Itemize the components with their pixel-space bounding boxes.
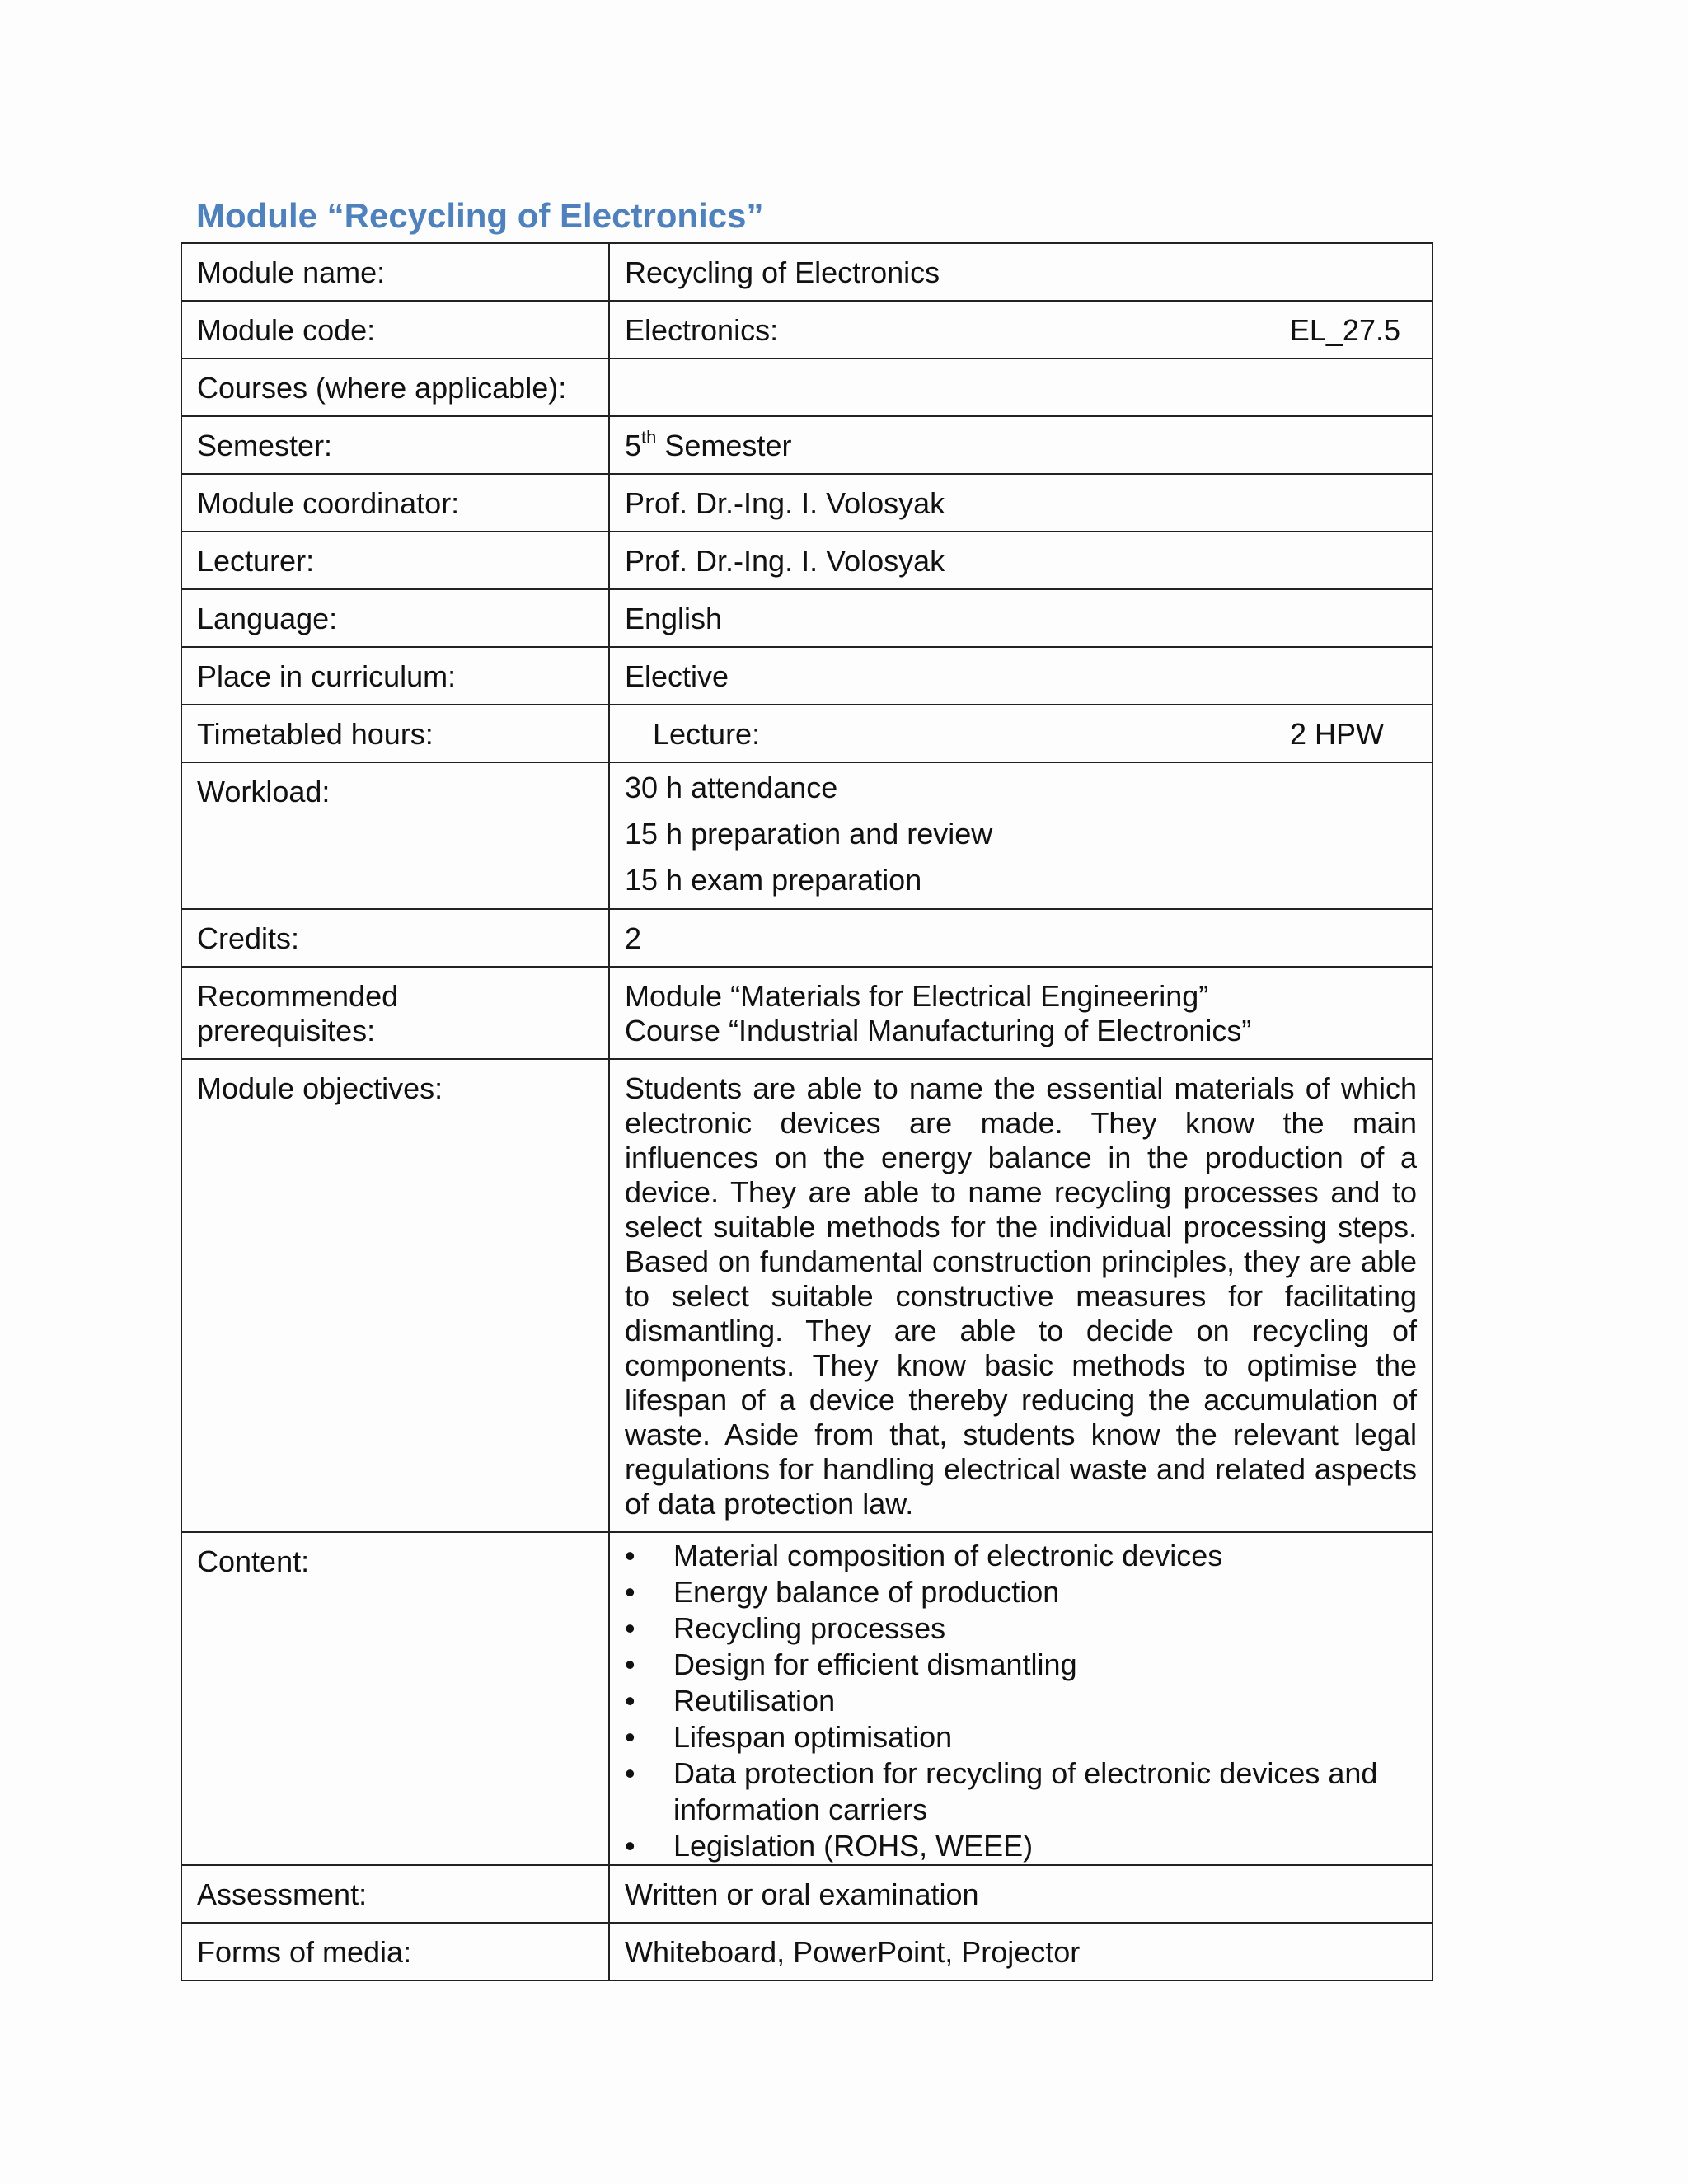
row-label: Forms of media: — [181, 1923, 609, 1980]
module-code-value — [625, 313, 1417, 348]
row-label: Language: — [181, 589, 609, 647]
list-item-text: Data protection for recycling of electronic devices and information carriers — [673, 1756, 1378, 1826]
list-item — [625, 1755, 1417, 1828]
list-item — [625, 1610, 1417, 1647]
table-row — [181, 301, 1432, 359]
table-row — [181, 1532, 1432, 1865]
bullet-icon: • — [625, 1720, 635, 1754]
table-row — [181, 416, 1432, 474]
row-label: Assessment: — [181, 1865, 609, 1923]
table-row — [181, 589, 1432, 647]
row-value: Written or oral examination — [609, 1865, 1432, 1923]
semester-number: 5 — [625, 429, 642, 462]
table-row — [181, 474, 1432, 532]
workload-line: 15 h preparation and review — [625, 817, 993, 851]
module-table — [181, 242, 1433, 1981]
semester-suffix: th — [641, 427, 657, 448]
list-item — [625, 1574, 1417, 1610]
row-label — [181, 967, 609, 1059]
table-row — [181, 532, 1432, 589]
row-value: English — [609, 589, 1432, 647]
list-item — [625, 1719, 1417, 1755]
row-value — [609, 705, 1432, 762]
prerequisite-line: Module “Materials for Electrical Engineering” — [625, 979, 1209, 1013]
list-item-text: Energy balance of production — [673, 1575, 1060, 1609]
row-label: Lecturer: — [181, 532, 609, 589]
row-label: Module code: — [181, 301, 609, 359]
row-label: Semester: — [181, 416, 609, 474]
module-code-program: Electronics: — [625, 313, 779, 347]
table-row — [181, 967, 1432, 1059]
row-label: Courses (where applicable): — [181, 359, 609, 416]
row-label: Workload: — [181, 762, 609, 909]
list-item-text: Lifespan optimisation — [673, 1720, 953, 1754]
row-value — [609, 762, 1432, 909]
table-row — [181, 705, 1432, 762]
timetabled-value — [625, 717, 1417, 752]
row-value: Whiteboard, PowerPoint, Projector — [609, 1923, 1432, 1980]
table-row — [181, 1865, 1432, 1923]
list-item — [625, 1828, 1417, 1864]
bullet-icon: • — [625, 1539, 635, 1572]
row-value: 2 — [609, 909, 1432, 967]
workload-line: 30 h attendance — [625, 771, 838, 804]
bullet-icon: • — [625, 1575, 635, 1609]
list-item-text: Material composition of electronic devices — [673, 1539, 1223, 1572]
row-value — [609, 416, 1432, 474]
semester-word: Semester — [656, 429, 792, 462]
workload-line: 15 h exam preparation — [625, 863, 922, 897]
bullet-icon: • — [625, 1829, 635, 1863]
prerequisite-line: Course “Industrial Manufacturing of Electronics” — [625, 1014, 1252, 1047]
lecture-hours: 2 HPW — [1289, 717, 1384, 751]
row-value: Prof. Dr.-Ing. I. Volosyak — [609, 532, 1432, 589]
table-row — [181, 1923, 1432, 1980]
row-value: Recycling of Electronics — [609, 243, 1432, 301]
lecture-label: Lecture: — [653, 717, 761, 751]
row-label: Module name: — [181, 243, 609, 301]
row-value — [609, 1532, 1432, 1865]
bullet-icon: • — [625, 1756, 635, 1790]
table-row — [181, 647, 1432, 705]
row-value: Elective — [609, 647, 1432, 705]
bullet-icon: • — [625, 1611, 635, 1645]
row-value: Prof. Dr.-Ing. I. Volosyak — [609, 474, 1432, 532]
list-item-text: Design for efficient dismantling — [673, 1647, 1077, 1681]
table-row — [181, 909, 1432, 967]
row-label: Credits: — [181, 909, 609, 967]
objectives-text: Students are able to name the essential materials of which electronic devices are made. They know the main influences on the energy balance in the production of a device. They are able to name recycling processes and to select suitable methods for the individual processing steps. Based on fundamental construction principles, they are able to select suitable constructive measures for facilitating dismantling. They are able to decide on recycling of components. They know basic methods to optimise the lifespan of a device thereby reducing the accumulation of waste. Aside from that, students know the relevant legal regulations for handling electrical waste and related aspects of data protection law. — [609, 1059, 1432, 1532]
module-code-number: EL_27.5 — [1289, 313, 1400, 347]
table-row — [181, 359, 1432, 416]
row-label: Module coordinator: — [181, 474, 609, 532]
row-value — [609, 359, 1432, 416]
list-item — [625, 1538, 1417, 1574]
table-row — [181, 243, 1432, 301]
row-value — [609, 967, 1432, 1059]
bullet-icon: • — [625, 1684, 635, 1718]
prerequisites-label-line: prerequisites: — [197, 1014, 376, 1047]
page-title: Module “Recycling of Electronics” — [196, 196, 764, 235]
list-item — [625, 1683, 1417, 1719]
row-label: Timetabled hours: — [181, 705, 609, 762]
list-item — [625, 1647, 1417, 1683]
row-label: Content: — [181, 1532, 609, 1865]
row-value — [609, 301, 1432, 359]
table-row — [181, 1059, 1432, 1532]
prerequisites-label-line: Recommended — [197, 979, 399, 1013]
row-label: Place in curriculum: — [181, 647, 609, 705]
content-list — [625, 1538, 1417, 1864]
list-item-text: Legislation (ROHS, WEEE) — [673, 1829, 1034, 1863]
list-item-text: Recycling processes — [673, 1611, 946, 1645]
row-label: Module objectives: — [181, 1059, 609, 1532]
list-item-text: Reutilisation — [673, 1684, 836, 1718]
bullet-icon: • — [625, 1647, 635, 1681]
table-row — [181, 762, 1432, 909]
